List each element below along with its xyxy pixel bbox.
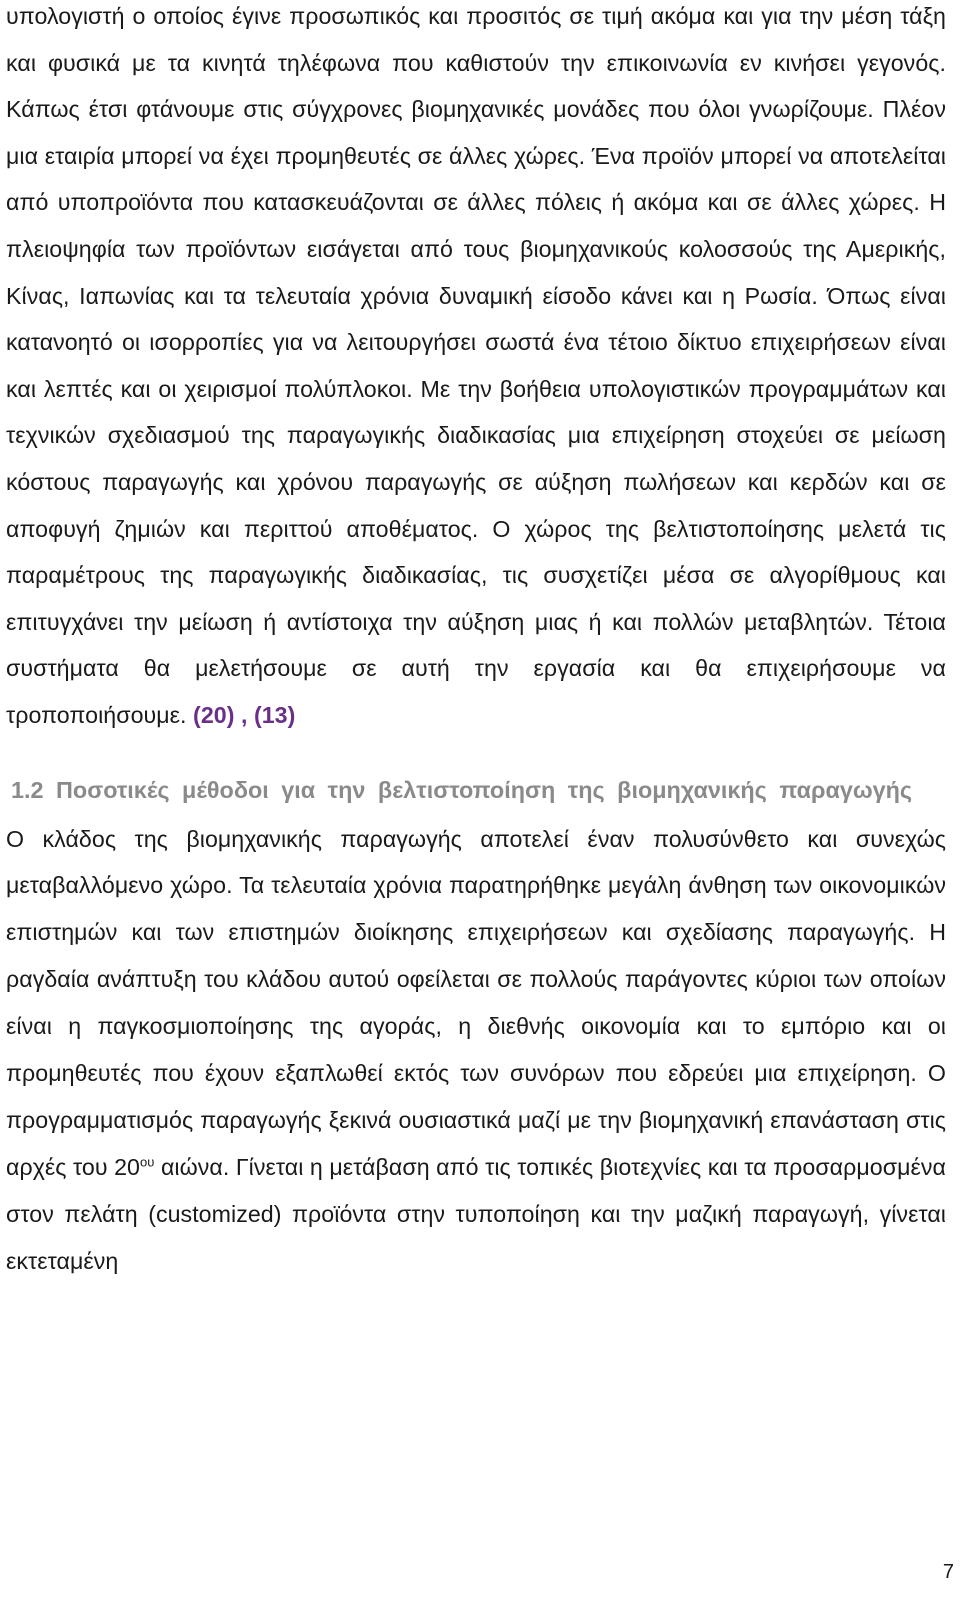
paragraph-text: υπολογιστή ο οποίος έγινε προσωπικός και προσιτός σε τιμή ακόμα και για την μέση τάξη και φυσικά με τα κινητά τηλέφωνα που καθιστούν την επικοινωνία εν κινήσει γεγονός. Κάπως έτσι φτάνουμε στις σύγχρονες βιομηχανικές μονάδες που όλοι γνωρίζουμε. Πλέον μια εταιρία μπορεί να έχει προμηθευτές σε άλλες χώρες. Ένα προϊόν μπορεί να αποτελείται από υποπροϊόντα που κατασκευάζονται σε άλλες πόλεις ή ακόμα και σε άλλες χώρες. Η πλειοψηφία των προϊόντων εισάγεται από τους βιομηχανικούς κολοσσούς της Αμερικής, Κίνας, Ιαπωνίας και τα τελευταία χρόνια δυναμική είσοδο κάνει και η Ρωσία. Όπως είναι κατανοητό οι ισορροπίες για να λειτουργήσει σωστά ένα τέτοιο δίκτυο επιχειρήσεων είναι και λεπτές και οι χειρισμοί πολύπλοκοι. Με την βοήθεια υπολογιστικών προγραμμάτων και τεχνικών σχεδιασμού της παραγωγικής διαδικασίας μια επιχείρηση στοχεύει σε μείωση κόστους παραγωγής και χρόνου παραγωγής σε αύξηση πωλήσεων και κερδών και σε αποφυγή ζημιών και περιττού αποθέματος. Ο χώρος της βελτιστοποίησης μελετά τις παραμέτρους της παραγωγικής διαδικασίας, τις συσχετίζει μέσα σε αλγορίθμους και επιτυγχάνει την μείωση ή αντίστοιχα την αύξηση μιας ή και πολλών μεταβλητών. Τέτοια συστήματα θα μελετήσουμε σε αυτή την εργασία και θα επιχειρήσουμε να τροποποιήσουμε.	[6, 3, 946, 728]
paragraph-text-part-1: Ο κλάδος της βιομηχανικής παραγωγής αποτελεί έναν πολυσύνθετο και συνεχώς μεταβαλλόμενο χώρο. Τα τελευταία χρόνια παρατηρήθηκε μεγάλη άνθηση των οικονομικών επιστημών και των επιστημών διοίκησης επιχειρήσεων και σχεδίασης παραγωγής. Η ραγδαία ανάπτυξη του κλάδου αυτού οφείλεται σε πολλούς παράγοντες κύριοι των οποίων είναι η παγκοσμιοποίησης της αγοράς, η διεθνής οικονομία και το εμπόριο και οι προμηθευτές που έχουν εξαπλωθεί εκτός των συνόρων που εδρεύει μια επιχείρηση. Ο προγραμματισμός παραγωγής ξεκινά ουσιαστικά μαζί με την βιομηχανική επανάσταση στις αρχές του 20	[6, 825, 946, 1180]
document-page	[6, 0, 946, 1285]
page-number: 7	[942, 1561, 954, 1583]
body-paragraph-industrial-production	[6, 816, 946, 1285]
citation-references: (20) , (13)	[193, 701, 296, 728]
body-paragraph-production-history	[6, 0, 946, 739]
paragraph-text-part-2: αιώνα. Γίνεται η μετάβαση από τις τοπικές βιοτεχνίες και τα προσαρμοσμένα στον πελάτη (customized) προϊόντα στην τυποποίηση και την μαζική παραγωγή, γίνεται εκτεταμένη	[6, 1153, 946, 1274]
ordinal-superscript: ου	[139, 1154, 155, 1170]
section-heading-1-2: 1.2 Ποσοτικές μέθοδοι για την βελτιστοποίηση της βιομηχανικής παραγωγής	[11, 776, 913, 803]
